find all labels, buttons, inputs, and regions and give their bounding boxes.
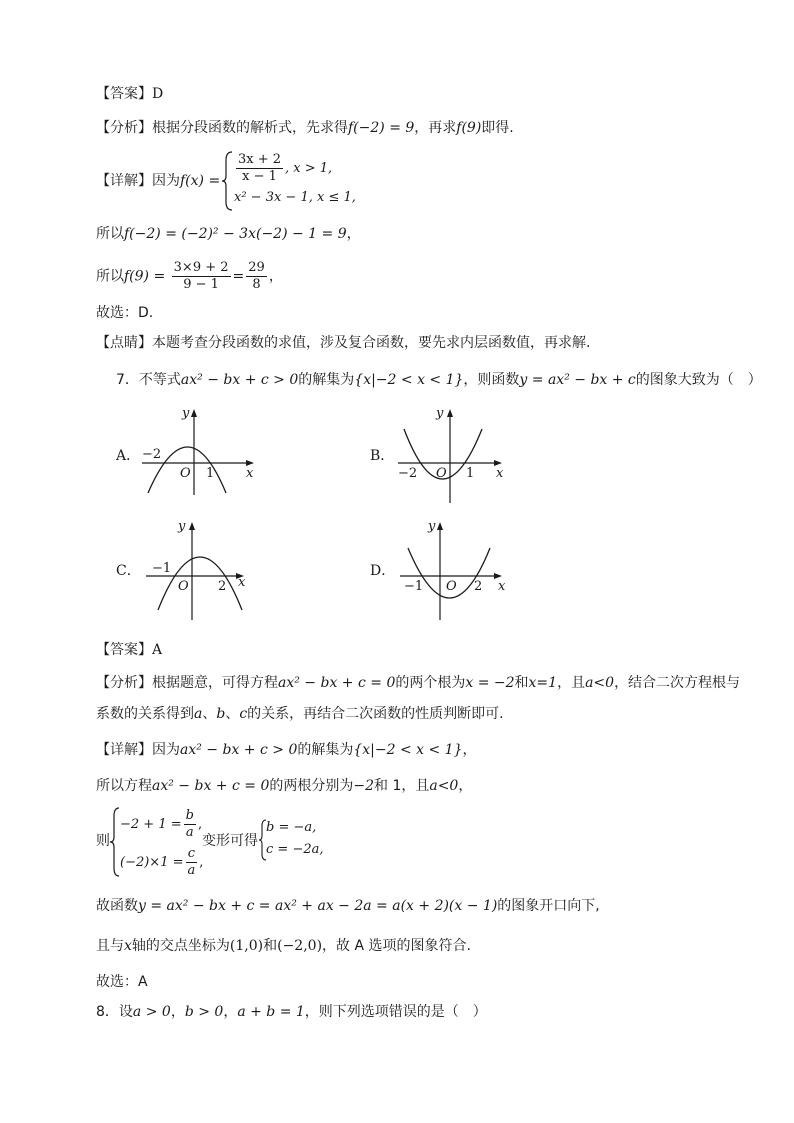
root-right: 2	[218, 579, 227, 594]
text: 的图象开口向下,	[497, 898, 600, 914]
fraction	[246, 260, 267, 293]
text: ，	[462, 742, 477, 758]
answer-tag: 【答案】	[96, 86, 152, 102]
q6-calc-line-2	[96, 260, 283, 293]
q7-analysis-line-2	[96, 704, 504, 724]
option-d-label: D．	[370, 563, 396, 579]
text: 和	[263, 938, 278, 954]
math: ax² − bx + c > 0	[180, 742, 298, 758]
math: y = ax² − bx + c = ax² + ax − 2a = a(x + 2)(x − 1)	[138, 898, 498, 914]
q7-choose: 故选：A	[96, 974, 148, 990]
expression: x² − 3x − 1, x ≤ 1,	[234, 190, 356, 205]
analysis-tag: 【分析】	[96, 120, 152, 136]
root-right: 1	[466, 466, 475, 481]
q7-intersection-line	[96, 936, 471, 956]
math: x=1	[528, 675, 558, 691]
math: a<0	[429, 778, 459, 794]
answer-value: D	[152, 86, 164, 102]
q7-answer-line	[96, 640, 162, 660]
q7-roots-line	[96, 776, 472, 796]
root-right: 1	[206, 466, 215, 481]
math: (−2,0)	[277, 938, 323, 954]
lhs: (−2)×1 =	[120, 855, 184, 870]
x-label: x	[238, 575, 246, 590]
text: ，	[268, 268, 283, 285]
root-right: 2	[474, 579, 483, 594]
q7-detail-line	[96, 740, 477, 760]
text: 轴的交点坐标为	[131, 938, 230, 954]
then-label: 则	[96, 833, 110, 849]
text: ，	[458, 778, 473, 794]
text: 因为	[152, 742, 180, 758]
numerator: c	[186, 846, 198, 863]
result-eq-2	[266, 842, 323, 857]
numerator: 3×9 + 2	[173, 260, 229, 275]
denominator: a	[185, 825, 194, 840]
text: 7．不等式	[116, 372, 181, 388]
text: 本题考查分段函数的求值，涉及复合函数，要先求内层函数值，再求解.	[152, 335, 591, 351]
text: 、	[202, 706, 217, 722]
text: 的图象大致为（ ）	[635, 372, 762, 388]
origin-label: O	[180, 466, 191, 481]
comment-tag: 【点睛】	[96, 335, 152, 351]
origin-label: O	[436, 466, 447, 481]
math: ax² − bx + c > 0	[180, 372, 299, 388]
y-arrow	[437, 522, 443, 530]
math: {x|−2 < x < 1}	[353, 742, 463, 758]
q6-answer-line	[96, 84, 163, 104]
y-arrow	[447, 409, 453, 417]
text: 、	[225, 706, 240, 722]
q7-analysis-line	[96, 673, 740, 693]
x-label: x	[498, 579, 506, 594]
text: 8．设	[96, 1004, 133, 1020]
text: 和	[514, 675, 529, 691]
math: −2	[353, 778, 374, 794]
equals: =	[232, 268, 245, 285]
analysis-tag: 【分析】	[96, 675, 152, 691]
transform-label: 变形可得	[202, 833, 258, 849]
comma: ,	[197, 817, 203, 832]
text: 的关系，再结合二次函数的性质判断即可.	[247, 706, 504, 722]
math: {x|−2 < x < 1}	[354, 372, 464, 388]
text: ，	[223, 1004, 238, 1020]
q8-stem	[96, 1002, 487, 1022]
text: 的解集为	[297, 742, 354, 758]
q6-choose: 故选：D.	[96, 305, 154, 321]
option-d-graph	[394, 518, 514, 622]
q6-detail-line	[96, 171, 220, 191]
var-c: c	[239, 706, 248, 722]
result-eq-1	[266, 820, 316, 835]
left-brace	[220, 150, 234, 212]
y-label: y	[182, 406, 190, 421]
y-label: y	[428, 519, 436, 534]
root-left: −1	[152, 561, 172, 576]
q7-stem	[116, 370, 762, 390]
math: (1,0)	[229, 938, 264, 954]
option-c-graph	[138, 518, 258, 622]
answer-tag: 【答案】	[96, 642, 152, 658]
math: f(9)	[456, 120, 482, 136]
y-label: y	[436, 406, 444, 421]
math: f(−2) = (−2)² − 3x(−2) − 1 = 9	[124, 226, 347, 242]
text: 系数的关系得到	[96, 706, 194, 722]
option-c-label: C．	[116, 563, 141, 579]
text: 根据题意，可得方程	[152, 675, 278, 691]
text: 即得.	[481, 120, 514, 136]
origin-label: O	[178, 579, 189, 594]
math: ax² − bx + c = 0	[278, 675, 396, 691]
math: x	[124, 938, 132, 954]
x-label: x	[496, 466, 504, 481]
numerator: 3x + 2	[238, 152, 282, 167]
math: f(9) =	[124, 268, 166, 285]
denominator: x − 1	[242, 169, 277, 184]
math: b > 0	[184, 1004, 224, 1020]
numerator: 29	[248, 260, 265, 275]
text: ，且	[557, 675, 586, 691]
text: 所以方程	[96, 778, 152, 794]
var-b: b	[216, 706, 226, 722]
y-label: y	[178, 519, 186, 534]
text: 故函数	[96, 898, 138, 914]
text: ，再求	[414, 120, 457, 136]
expression: c = −2a,	[266, 842, 324, 857]
condition: , x > 1,	[285, 161, 333, 176]
numerator: b	[185, 808, 194, 823]
text: 和 1，且	[374, 778, 430, 794]
text: 所以	[96, 268, 124, 285]
option-a-label: A．	[116, 448, 141, 464]
math: f(x) =	[180, 173, 221, 189]
fraction	[172, 260, 231, 293]
answer-value: A	[152, 642, 163, 658]
y-arrow	[191, 409, 197, 417]
system-eq-1	[120, 808, 202, 841]
text: ，	[346, 226, 361, 242]
text: ，	[170, 1004, 185, 1020]
comma: ,	[199, 855, 204, 870]
root-left: −2	[142, 447, 162, 462]
math: y = ax² − bx + c	[519, 372, 636, 388]
q6-analysis-line	[96, 118, 514, 138]
detail-tag: 【详解】	[96, 742, 152, 758]
math: a<0	[585, 675, 615, 691]
detail-tag: 【详解】	[96, 173, 152, 189]
math: f(−2) = 9	[348, 120, 415, 136]
text: 根据分段函数的解析式，先求得	[152, 120, 348, 136]
math: a + b = 1	[237, 1004, 305, 1020]
text: 的两个根为	[395, 675, 466, 691]
expression: b = −a,	[266, 820, 317, 835]
option-a-graph	[136, 405, 256, 497]
piece-case-2	[234, 190, 356, 205]
y-arrow	[189, 522, 195, 530]
piece-case-1	[234, 152, 332, 185]
math: ax² − bx + c = 0	[152, 778, 270, 794]
system-eq-2	[120, 846, 203, 879]
option-b-label: B．	[370, 448, 395, 464]
text: 因为	[152, 173, 180, 189]
text: 所以	[96, 226, 124, 242]
text: 的解集为	[298, 372, 355, 388]
x-label: x	[246, 466, 254, 481]
text: 且与	[96, 938, 124, 954]
math: a > 0	[132, 1004, 171, 1020]
math: x = −2	[465, 675, 515, 691]
q7-func-line	[96, 896, 600, 916]
text: ，结合二次方程根与	[614, 675, 741, 691]
lhs: −2 + 1 =	[120, 817, 182, 832]
denominator: 9 − 1	[183, 277, 219, 292]
denominator: 8	[252, 277, 261, 292]
origin-label: O	[446, 579, 457, 594]
root-left: −2	[398, 466, 418, 481]
text: ，故 A 选项的图象符合.	[322, 938, 471, 954]
text: ，则下列选项错误的是（ ）	[304, 1004, 487, 1020]
denominator: a	[187, 863, 196, 878]
root-left: −1	[404, 579, 424, 594]
q6-comment-line	[96, 333, 590, 353]
option-b-graph	[394, 405, 514, 505]
text: 的两根分别为	[269, 778, 354, 794]
text: ，则函数	[463, 372, 520, 388]
var-a: a	[194, 706, 203, 722]
q6-calc-line-1	[96, 224, 361, 244]
